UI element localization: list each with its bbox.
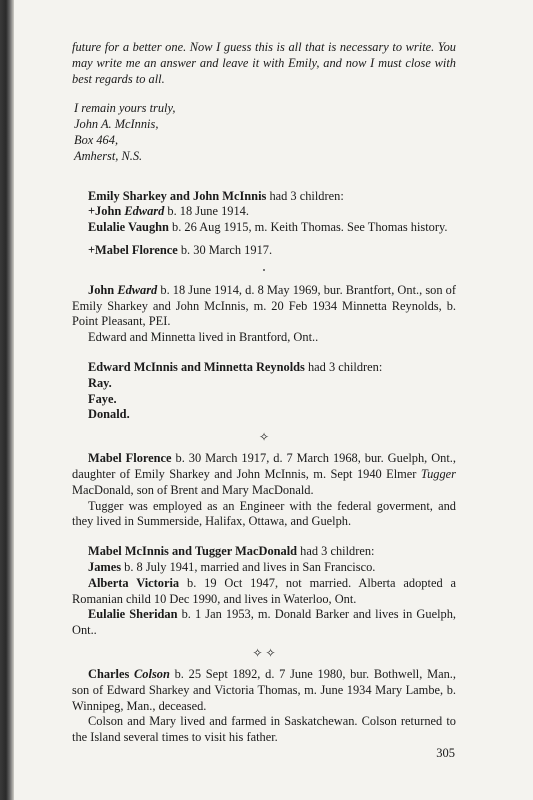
section-ornament-double: ✧ ✧ — [252, 645, 276, 660]
family3-child-james: James b. 8 July 1941, married and lives in San Francisco. — [88, 559, 376, 574]
letter-signature — [72, 101, 456, 164]
letter-closing-paragraph: future for a better one. Now I guess this is all that is necessary to write. You may write me an answer and leave it with Emily, and now I must close with best regards to all. — [72, 40, 456, 86]
entry-charles-colson: Charles Colson b. 25 Sept 1892, d. 7 June 1980, bur. Bothwell, Man., son of Edward Sharkey and Victoria Thomas, m. June 1934 Mary Lambe, b. Winnipeg, Man., deceased. — [72, 666, 456, 713]
family2-heading: Edward McInnis and Minnetta Reynolds had 3 children: — [88, 359, 383, 374]
family2-child-faye: Faye. — [88, 391, 117, 406]
family3-child-eulalie: Eulalie Sheridan b. 1 Jan 1953, m. Donald Barker and lives in Guelph, Ont.. — [72, 607, 456, 638]
page-body — [72, 40, 456, 746]
family1-child-john: +John Edward b. 18 June 1914. — [88, 204, 249, 219]
entry-john-edward: John Edward b. 18 June 1914, d. 8 May 1969, bur. Brantfort, Ont., son of Emily Sharkey and John McInnis, m. 20 Feb 1934 Minnetta Reynolds, b. Point Pleasant, PEI. — [72, 282, 456, 329]
page-number: 305 — [436, 746, 455, 760]
letter-author-name: John A. McInnis, — [74, 117, 159, 132]
entry-john-edward-note: Edward and Minnetta lived in Brantford, Ont.. — [88, 330, 319, 345]
entry-mabel-florence: Mabel Florence b. 30 March 1917, d. 7 March 1968, bur. Guelph, Ont., daughter of Emily Sharkey and John McInnis, m. Sept 1940 Elmer Tugger MacDonald, son of Brent and Mary MacDonald. — [72, 451, 456, 497]
entry-mabel-note: Tugger was employed as an Engineer with the federal goverment, and they lived in Summerside, Halifax, Ottawa, and Guelph. — [72, 498, 456, 529]
family1-heading: Emily Sharkey and John McInnis had 3 children: — [88, 188, 344, 203]
letter-signoff: I remain yours truly, — [74, 101, 176, 116]
section-ornament-single: ✧ — [258, 430, 270, 445]
letter-author-box: Box 464, — [74, 132, 119, 147]
family1-child-eulalie: Eulalie Vaughn b. 26 Aug 1915, m. Keith Thomas. See Thomas history. — [88, 220, 448, 235]
entry-charles-note: Colson and Mary lived and farmed in Saskatchewan. Colson returned to the Island several times to visit his father. — [72, 714, 456, 745]
family3-heading: Mabel McInnis and Tugger MacDonald had 3 children: — [88, 544, 375, 559]
family1-child-mabel: +Mabel Florence b. 30 March 1917. — [88, 242, 273, 257]
letter-author-place: Amherst, N.S. — [74, 148, 143, 163]
family3-child-alberta: Alberta Victoria b. 19 Oct 1947, not married. Alberta adopted a Romanian child 10 Dec 1990, and lives in Waterloo, Ont. — [72, 575, 456, 606]
book-spine-shadow — [0, 0, 14, 800]
family2-child-ray: Ray. — [88, 375, 112, 390]
family2-child-donald: Donald. — [88, 407, 130, 422]
